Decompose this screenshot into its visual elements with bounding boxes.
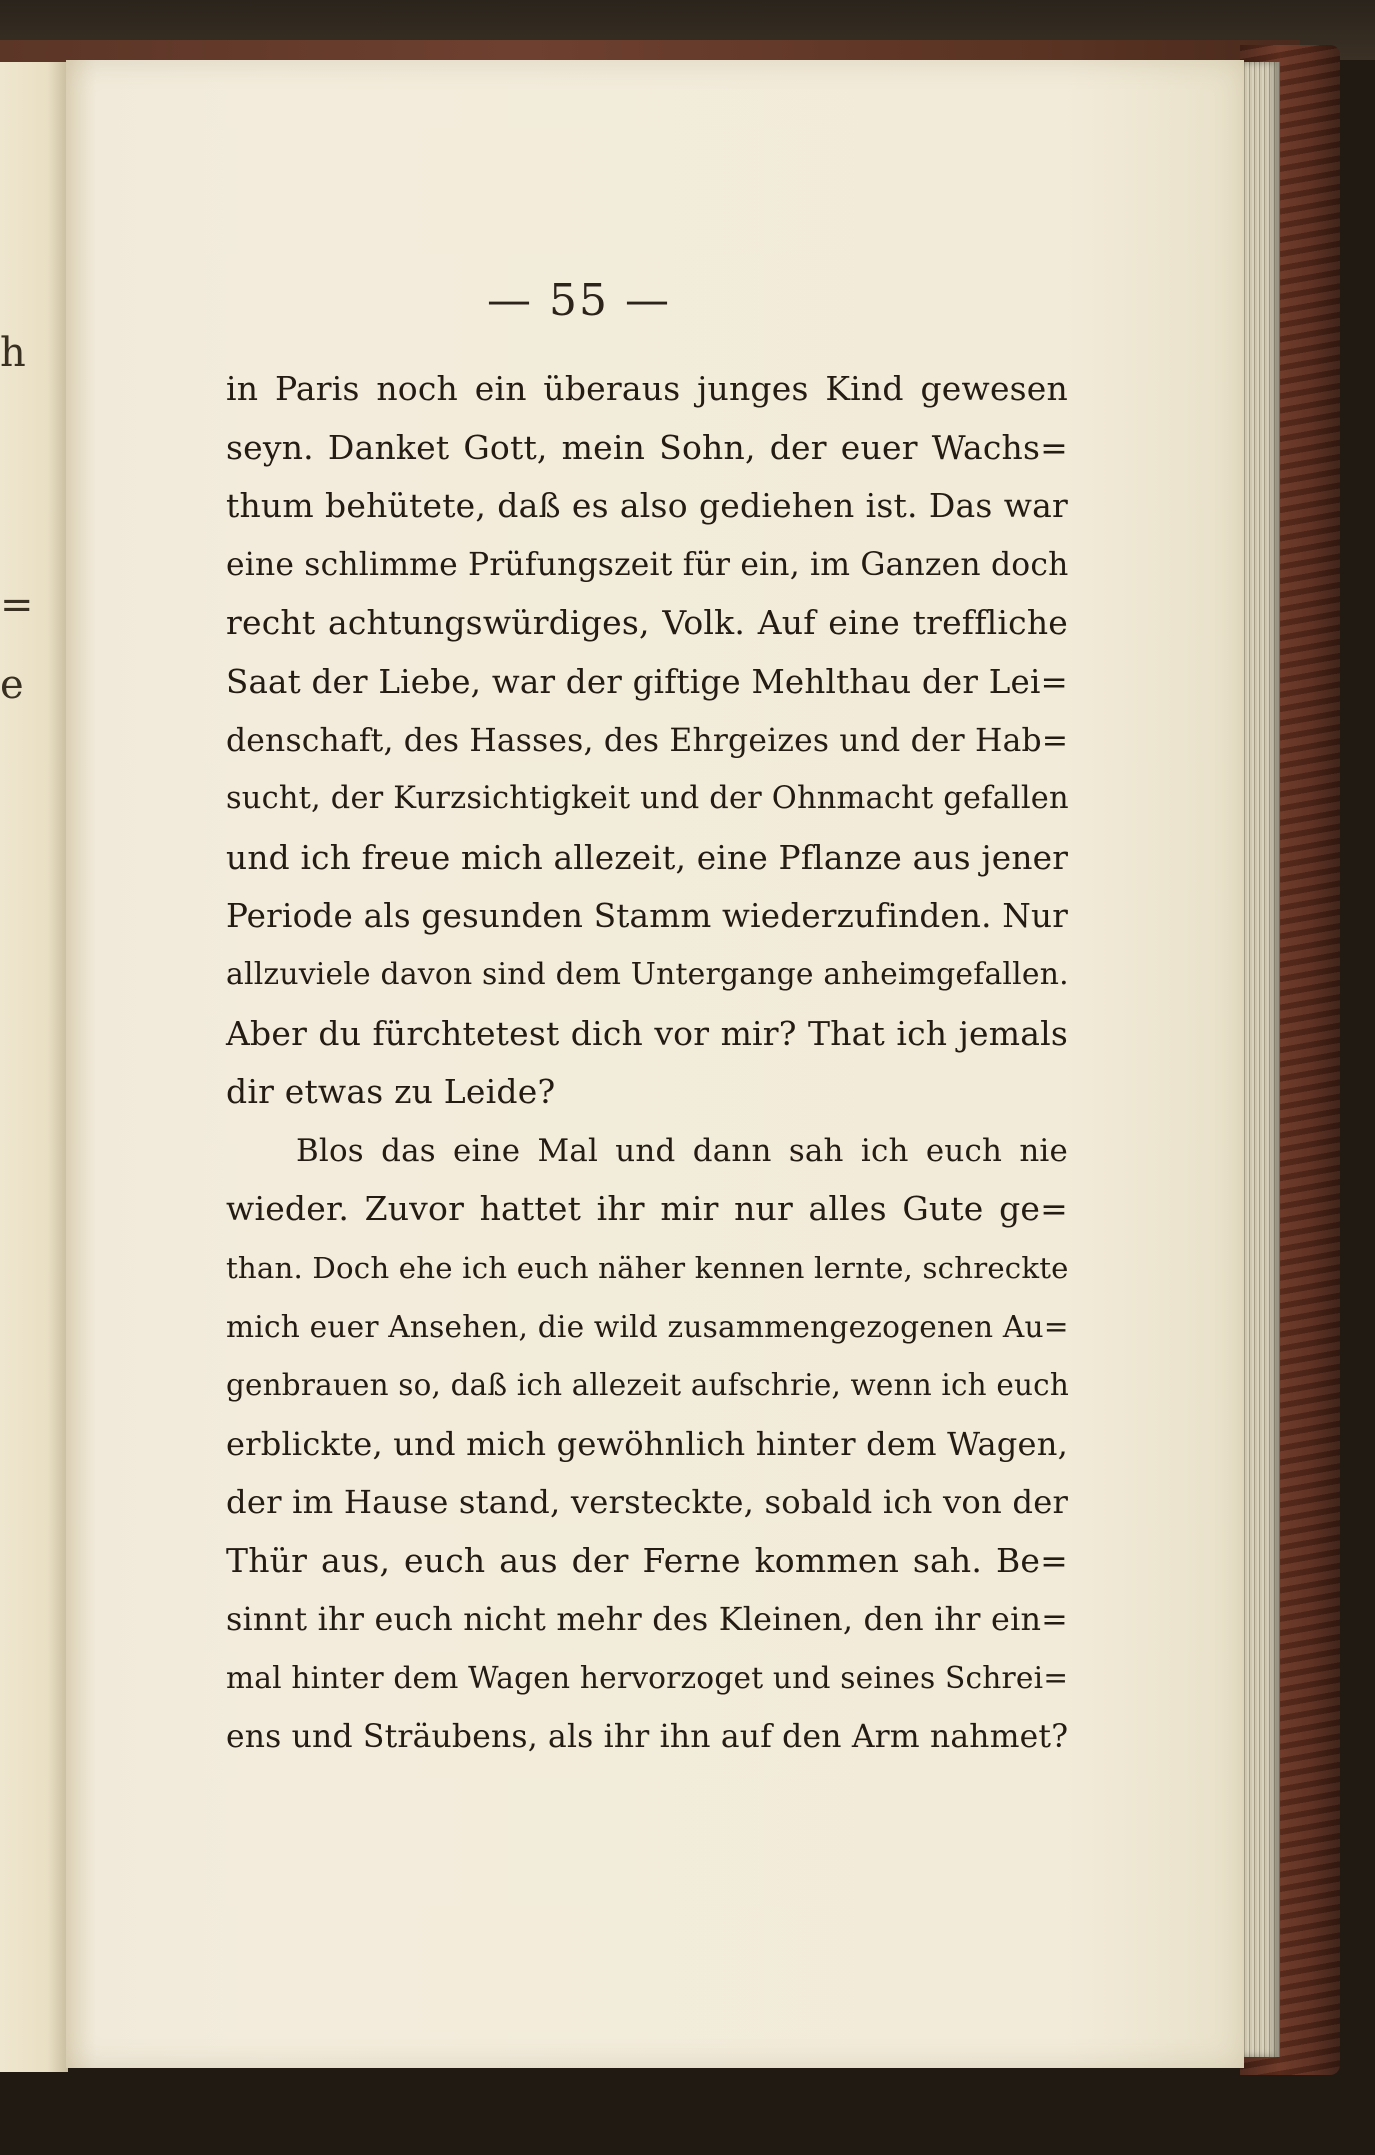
text-line: ens und Sträubens, als ihr ihn auf den Arm nahmet? bbox=[226, 1718, 1069, 1755]
page-number: — 55 — bbox=[487, 275, 671, 326]
left-page-mark: h bbox=[0, 330, 26, 376]
text-line: Saat der Liebe, war der giftige Mehlthau der Lei= bbox=[226, 662, 1068, 701]
text-line: Periode als gesunden Stamm wiederzufinden. Nur bbox=[226, 897, 1068, 936]
text-line: der im Hause stand, versteckte, sobald ich von der bbox=[226, 1483, 1069, 1522]
text-line: than. Doch ehe ich euch näher kennen lernte, schreckte bbox=[226, 1250, 1069, 1285]
text-line: Thür aus, euch aus der Ferne kommen sah. Be= bbox=[226, 1540, 1068, 1580]
text-line: mich euer Ansehen, die wild zusammengezogenen Au= bbox=[226, 1309, 1069, 1344]
text-line: Aber du fürchtetest dich vor mir? That ich jemals bbox=[226, 1013, 1068, 1053]
text-line: und ich freue mich allezeit, eine Pflanze aus jener bbox=[226, 838, 1069, 877]
text-line: Blos das eine Mal und dann sah ich euch nie bbox=[296, 1132, 1068, 1169]
text-line: in Paris noch ein überaus junges Kind gewesen bbox=[226, 369, 1068, 408]
book-page bbox=[66, 60, 1244, 2068]
text-line: recht achtungswürdiges, Volk. Auf eine treffliche bbox=[226, 603, 1068, 643]
text-line: sinnt ihr euch nicht mehr des Kleinen, den ihr ein= bbox=[226, 1600, 1068, 1639]
text-line: allzuviele davon sind dem Untergange anheimgefallen. bbox=[226, 956, 1069, 992]
text-line: eine schlimme Prüfungszeit für ein, im Ganzen doch bbox=[226, 546, 1069, 583]
text-line: mal hinter dem Wagen hervorzoget und seines Schrei= bbox=[226, 1661, 1069, 1696]
text-line: thum behütete, daß es also gediehen ist. Das war bbox=[226, 486, 1068, 526]
text-line: genbrauen so, daß ich allezeit aufschrie, wenn ich euch bbox=[226, 1368, 1069, 1403]
text-line: erblickte, und mich gewöhnlich hinter dem Wagen, bbox=[226, 1424, 1068, 1463]
text-line: sucht, der Kurzsichtigkeit und der Ohnmacht gefallen bbox=[226, 781, 1069, 817]
left-page-mark: = bbox=[0, 582, 34, 628]
text-line: dir etwas zu Leide? bbox=[226, 1072, 556, 1112]
text-line: denschaft, des Hasses, des Ehrgeizes und der Hab= bbox=[226, 722, 1069, 759]
left-page-mark: e bbox=[0, 662, 24, 708]
left-facing-page bbox=[0, 62, 68, 2072]
page-body-text bbox=[226, 360, 1068, 1766]
text-line: wieder. Zuvor hattet ihr mir nur alles Gute ge= bbox=[226, 1189, 1068, 1229]
text-line: seyn. Danket Gott, mein Sohn, der euer Wachs= bbox=[226, 427, 1068, 467]
